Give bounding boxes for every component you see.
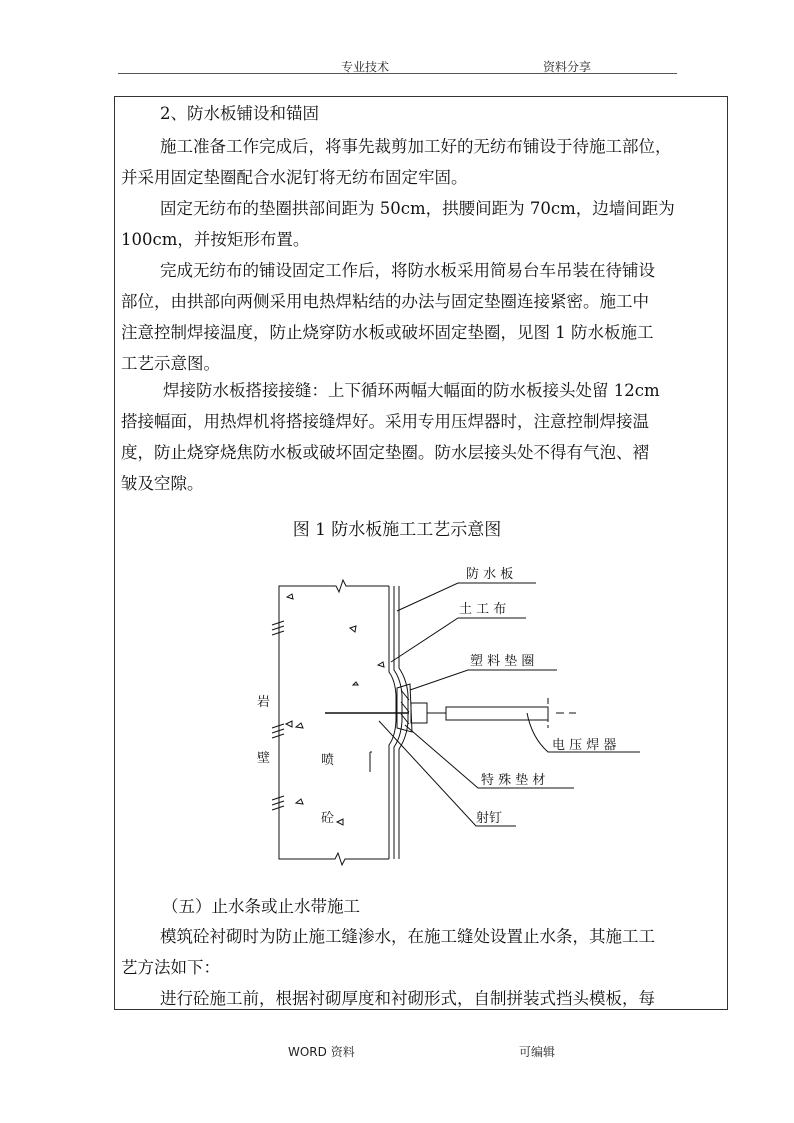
paragraph-5-line-1: 模筑砼衬砌时为防止施工缝渗水，在施工缝处设置止水条，其施工工: [160, 927, 655, 946]
paragraph-4-line-3: 度，防止烧穿烧焦防水板或破坏固定垫圈。防水层接头处不得有气泡、褶: [121, 443, 649, 462]
paragraph-6-line-1: 进行砼施工前，根据衬砌厚度和衬砌形式，自制拼装式挡头模板，每: [160, 989, 655, 1008]
waterproof-board-layer: [399, 586, 408, 859]
label-geotextile: 土 工 布: [459, 602, 507, 617]
label-special-pad: 特 殊 垫 材: [481, 773, 546, 788]
leader-washer: [410, 670, 557, 690]
paragraph-3-line-4: 工艺示意图。: [121, 354, 220, 373]
label-welder: 电 压 焊 器: [552, 738, 617, 753]
footer-left: WORD 资料: [288, 1045, 355, 1059]
paragraph-1-line-2: 并采用固定垫圈配合水泥钉将无纺布固定牢固。: [121, 168, 468, 187]
welder-head: [411, 703, 427, 723]
paragraph-3-line-2: 部位，由拱部向两侧采用电热焊粘结的办法与固定垫圈连接紧密。施工中: [121, 292, 649, 311]
label-shotcrete-1: 喷: [321, 753, 335, 768]
section-title: （五）止水条或止水带施工: [162, 897, 360, 916]
shotcrete-face: [389, 586, 396, 859]
welder-body: [446, 707, 548, 720]
aggregate-marks: [286, 594, 384, 825]
header-right: 资料分享: [543, 60, 592, 74]
paragraph-2-line-2: 100cm，并按矩形布置。: [121, 230, 310, 249]
paragraph-1-line-1: 施工准备工作完成后，将事先裁剪加工好的无纺布铺设于待施工部位，: [160, 137, 672, 156]
paragraph-4-line-4: 皱及空隙。: [121, 474, 204, 493]
label-plastic-washer: 塑 料 垫 圈: [470, 654, 535, 669]
label-rock-2: 壁: [257, 751, 271, 766]
label-shot-nail: 射钉: [476, 811, 503, 826]
paragraph-4-line-2: 搭接幅面，用热焊机将搭接缝焊好。采用专用压焊器时，注意控制焊接温: [121, 412, 649, 431]
label-waterproof-board: 防 水 板: [466, 567, 514, 582]
paragraph-5-line-2: 艺方法如下：: [121, 958, 220, 977]
plastic-washer: [397, 684, 412, 732]
figure-caption: 图 1 防水板施工工艺示意图: [292, 520, 502, 540]
paragraph-3-line-1: 完成无纺布的铺设固定工作后，将防水板采用简易台车吊装在待铺设: [160, 261, 655, 280]
section-heading: 2、防水板铺设和锚固: [160, 104, 319, 123]
paragraph-4-line-1: 焊接防水板搭接接缝：上下循环两幅大幅面的防水板接头处留 12cm: [163, 381, 660, 400]
rock-hatch-marks: [272, 621, 284, 810]
label-shotcrete-2: 砼: [321, 811, 335, 826]
paragraph-3-line-3: 注意控制焊接温度，防止烧穿防水板或破坏固定垫圈，见图 1 防水板施工: [121, 323, 654, 342]
label-rock-1: 岩: [257, 695, 271, 710]
geotextile-layer: [394, 586, 402, 859]
footer-right: 可编辑: [519, 1045, 556, 1059]
paragraph-2-line-1: 固定无纺布的垫圈拱部间距为 50cm，拱腰间距为 70cm，边墙间距为: [160, 199, 675, 218]
header-left: 专业技术: [341, 60, 390, 74]
